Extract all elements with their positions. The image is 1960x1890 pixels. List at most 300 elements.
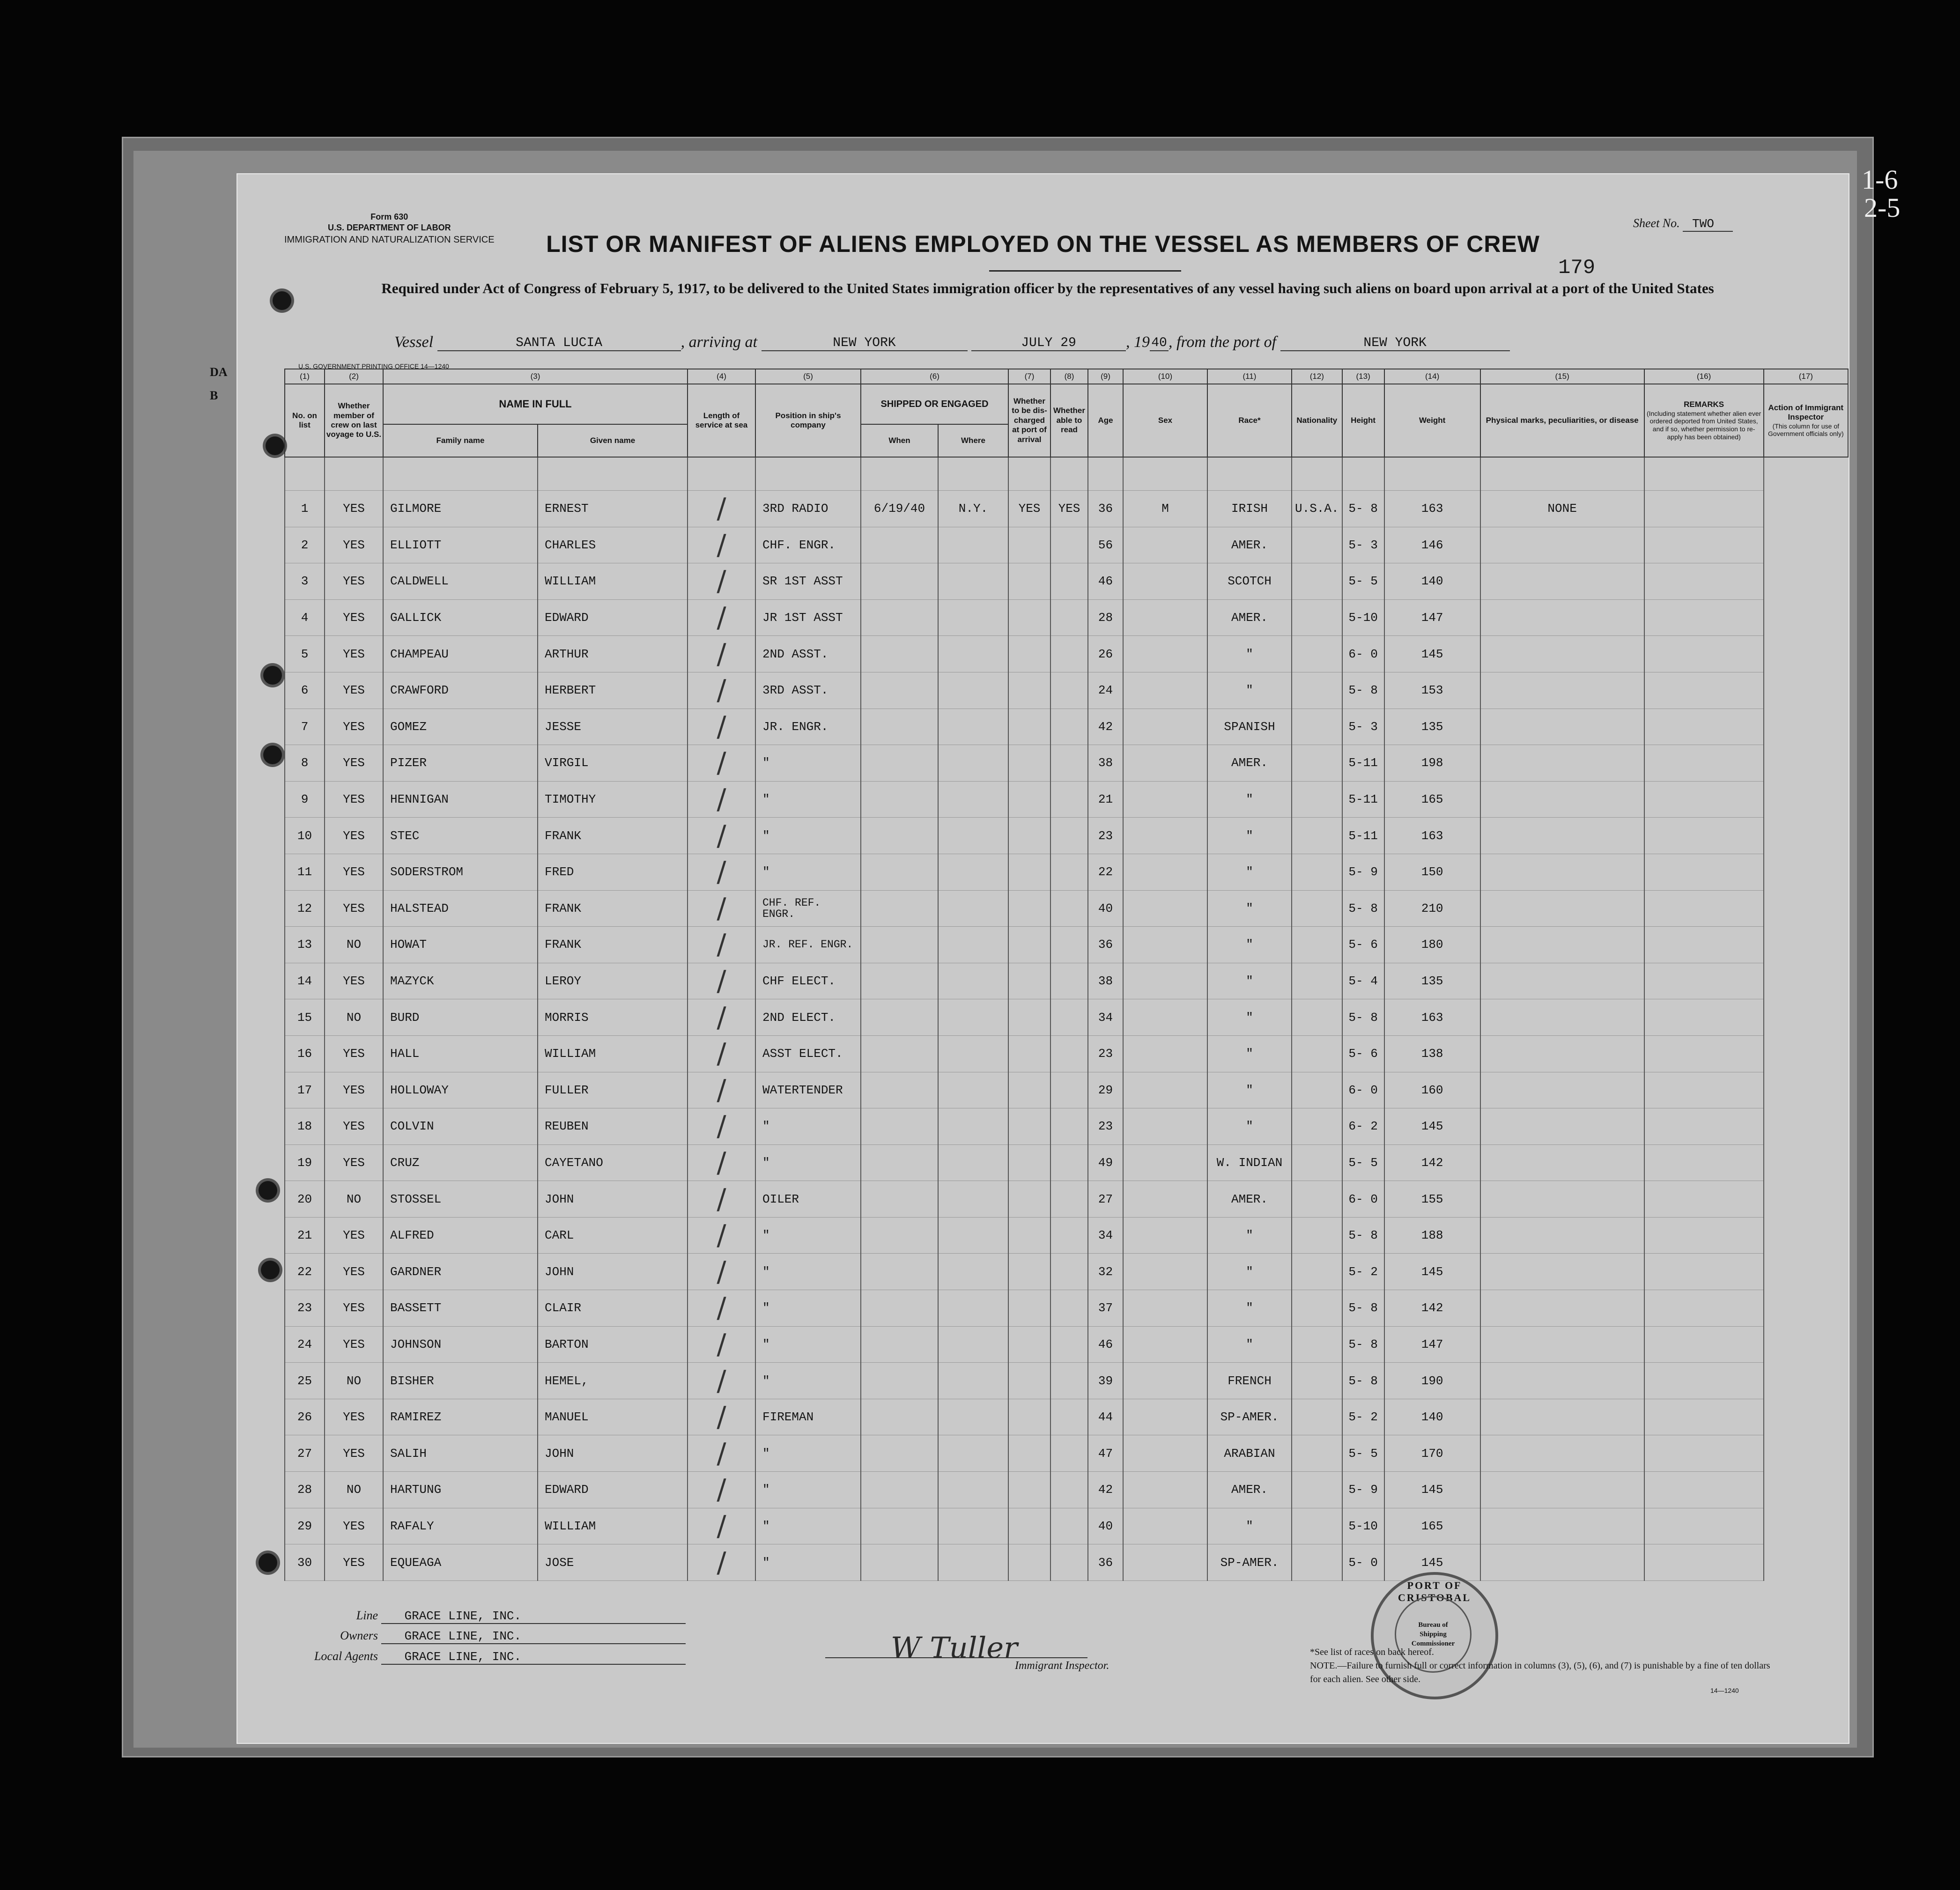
cell-position: WATERTENDER bbox=[755, 1072, 861, 1108]
cell-shipped-where bbox=[938, 527, 1008, 563]
cell-sex bbox=[1123, 1072, 1207, 1108]
cell-given-name: MORRIS bbox=[538, 999, 688, 1036]
cell-weight: 147 bbox=[1384, 1326, 1480, 1363]
footer-line bbox=[294, 1609, 686, 1624]
cell-length-of-service bbox=[688, 563, 755, 600]
cell-shipped-where bbox=[938, 854, 1008, 890]
footer-owners-label: Owners bbox=[340, 1629, 378, 1642]
cell-row-number: 10 bbox=[285, 818, 325, 854]
cell-able-to-read bbox=[1050, 1217, 1088, 1254]
cell-remarks bbox=[1644, 781, 1764, 818]
header-race: Race* bbox=[1207, 384, 1292, 457]
cell-weight: 135 bbox=[1384, 709, 1480, 745]
cell-position: 2ND ELECT. bbox=[755, 999, 861, 1036]
crew-manifest-table bbox=[284, 369, 1849, 1581]
cell-row-number: 27 bbox=[285, 1435, 325, 1472]
cell-shipped-when bbox=[861, 1181, 938, 1218]
cell-nationality bbox=[1292, 672, 1342, 709]
cell-shipped-where bbox=[938, 672, 1008, 709]
cell-given-name: CHARLES bbox=[538, 527, 688, 563]
cell-length-of-service bbox=[688, 1254, 755, 1290]
cell-row-number: 24 bbox=[285, 1326, 325, 1363]
cell-family-name: GILMORE bbox=[383, 491, 538, 527]
cell-sex bbox=[1123, 1035, 1207, 1072]
colnum-7: (7) bbox=[1008, 369, 1050, 384]
cell-length-of-service bbox=[688, 1181, 755, 1218]
form-service: IMMIGRATION AND NATURALIZATION SERVICE bbox=[284, 234, 495, 245]
cell-family-name: HOWAT bbox=[383, 927, 538, 963]
tally-slash-mark: ∕ bbox=[717, 565, 726, 598]
cell-able-to-read bbox=[1050, 672, 1088, 709]
cell-age: 40 bbox=[1088, 1508, 1123, 1544]
cell-nationality bbox=[1292, 1254, 1342, 1290]
cell-discharged bbox=[1008, 1144, 1050, 1181]
cell-family-name: BURD bbox=[383, 999, 538, 1036]
table-row bbox=[285, 636, 1848, 672]
cell-physical-marks bbox=[1480, 1326, 1644, 1363]
cell-nationality: U.S.A. bbox=[1292, 491, 1342, 527]
header-family-name: Family name bbox=[383, 424, 538, 457]
cell-row-number: 7 bbox=[285, 709, 325, 745]
cell-given-name: HEMEL, bbox=[538, 1363, 688, 1399]
cell-row-number: 3 bbox=[285, 563, 325, 600]
cell-given-name: WILLIAM bbox=[538, 1508, 688, 1544]
table-row bbox=[285, 527, 1848, 563]
table-row bbox=[285, 1108, 1848, 1145]
cell-shipped-where bbox=[938, 1363, 1008, 1399]
colnum-12: (12) bbox=[1292, 369, 1342, 384]
cell-given-name: FRANK bbox=[538, 890, 688, 927]
form-code: 14—1240 bbox=[1710, 1687, 1739, 1694]
cell-weight: 140 bbox=[1384, 1399, 1480, 1435]
cell-remarks bbox=[1644, 1217, 1764, 1254]
footer-line-label: Line bbox=[356, 1609, 378, 1622]
cell-length-of-service bbox=[688, 781, 755, 818]
stamp-line-2: Shipping bbox=[1420, 1630, 1447, 1638]
cell-length-of-service bbox=[688, 890, 755, 927]
cell-weight: 198 bbox=[1384, 745, 1480, 782]
header-shipped-engaged: SHIPPED OR ENGAGED bbox=[861, 384, 1008, 424]
table-row bbox=[285, 1072, 1848, 1108]
cell-age: 42 bbox=[1088, 709, 1123, 745]
cell-sex bbox=[1123, 1508, 1207, 1544]
cell-weight: 145 bbox=[1384, 1544, 1480, 1581]
cell-remarks bbox=[1644, 1108, 1764, 1145]
cell-nationality bbox=[1292, 890, 1342, 927]
cell-row-number: 8 bbox=[285, 745, 325, 782]
cell-given-name: JOHN bbox=[538, 1254, 688, 1290]
table-row bbox=[285, 963, 1848, 999]
cell-height: 5- 5 bbox=[1342, 1435, 1384, 1472]
cell-length-of-service bbox=[688, 1435, 755, 1472]
cell-shipped-when bbox=[861, 709, 938, 745]
table-row bbox=[285, 1290, 1848, 1327]
table-row bbox=[285, 890, 1848, 927]
cell-weight: 180 bbox=[1384, 927, 1480, 963]
tally-slash-mark: ∕ bbox=[717, 819, 726, 852]
stamp-line-1: Bureau of bbox=[1418, 1621, 1448, 1629]
table-row bbox=[285, 745, 1848, 782]
cell-family-name: PIZER bbox=[383, 745, 538, 782]
cell-length-of-service bbox=[688, 1072, 755, 1108]
header-position: Position in ship's company bbox=[755, 384, 861, 457]
cell-age: 29 bbox=[1088, 1072, 1123, 1108]
cell-position: " bbox=[755, 745, 861, 782]
cell-age: 36 bbox=[1088, 927, 1123, 963]
cell-race: " bbox=[1207, 1072, 1292, 1108]
cell-given-name: FRANK bbox=[538, 818, 688, 854]
cell-able-to-read bbox=[1050, 709, 1088, 745]
cell-sex bbox=[1123, 599, 1207, 636]
cell-race: AMER. bbox=[1207, 1181, 1292, 1218]
cell-age: 34 bbox=[1088, 999, 1123, 1036]
cell-able-to-read bbox=[1050, 1035, 1088, 1072]
cell-race: " bbox=[1207, 1108, 1292, 1145]
cell-given-name: WILLIAM bbox=[538, 563, 688, 600]
cell-physical-marks bbox=[1480, 999, 1644, 1036]
cell-age: 47 bbox=[1088, 1435, 1123, 1472]
table-row bbox=[285, 1181, 1848, 1218]
cell-weight: 140 bbox=[1384, 563, 1480, 600]
cell-sex bbox=[1123, 1472, 1207, 1508]
tally-slash-mark: ∕ bbox=[717, 1473, 726, 1506]
cell-row-number: 23 bbox=[285, 1290, 325, 1327]
cell-position: CHF. ENGR. bbox=[755, 527, 861, 563]
cell-able-to-read bbox=[1050, 1144, 1088, 1181]
cell-shipped-where bbox=[938, 709, 1008, 745]
cell-crew-last-voyage: YES bbox=[325, 1326, 383, 1363]
cell-family-name: SODERSTROM bbox=[383, 854, 538, 890]
punch-hole bbox=[263, 746, 282, 764]
cell-physical-marks bbox=[1480, 1363, 1644, 1399]
cell-remarks bbox=[1644, 854, 1764, 890]
table-row bbox=[285, 709, 1848, 745]
cell-age: 56 bbox=[1088, 527, 1123, 563]
cell-weight: 146 bbox=[1384, 527, 1480, 563]
cell-shipped-where bbox=[938, 1544, 1008, 1581]
cell-race: SP-AMER. bbox=[1207, 1544, 1292, 1581]
cell-crew-last-voyage: NO bbox=[325, 1181, 383, 1218]
cell-remarks bbox=[1644, 1544, 1764, 1581]
cell-crew-last-voyage: NO bbox=[325, 999, 383, 1036]
cell-crew-last-voyage: YES bbox=[325, 563, 383, 600]
cell-nationality bbox=[1292, 1290, 1342, 1327]
cell-crew-last-voyage: YES bbox=[325, 1290, 383, 1327]
cell-crew-last-voyage: YES bbox=[325, 1217, 383, 1254]
cell-given-name: TIMOTHY bbox=[538, 781, 688, 818]
cell-discharged bbox=[1008, 672, 1050, 709]
cell-weight: 145 bbox=[1384, 1472, 1480, 1508]
cell-sex bbox=[1123, 636, 1207, 672]
cell-shipped-where bbox=[938, 1254, 1008, 1290]
cell-able-to-read bbox=[1050, 890, 1088, 927]
cell-row-number: 9 bbox=[285, 781, 325, 818]
cell-crew-last-voyage: YES bbox=[325, 1144, 383, 1181]
cell-nationality bbox=[1292, 1544, 1342, 1581]
cell-sex bbox=[1123, 781, 1207, 818]
colnum-1: (1) bbox=[285, 369, 325, 384]
cell-remarks bbox=[1644, 1326, 1764, 1363]
cell-physical-marks bbox=[1480, 1435, 1644, 1472]
manifest-body bbox=[285, 457, 1848, 1580]
cell-position: " bbox=[755, 1472, 861, 1508]
cell-height: 5- 8 bbox=[1342, 890, 1384, 927]
cell-nationality bbox=[1292, 854, 1342, 890]
cell-length-of-service bbox=[688, 672, 755, 709]
cell-given-name: BARTON bbox=[538, 1326, 688, 1363]
cell-race: AMER. bbox=[1207, 599, 1292, 636]
cell-family-name: STEC bbox=[383, 818, 538, 854]
header-age: Age bbox=[1088, 384, 1123, 457]
cell-height: 5-10 bbox=[1342, 599, 1384, 636]
cell-age: 46 bbox=[1088, 1326, 1123, 1363]
cell-sex bbox=[1123, 1363, 1207, 1399]
cell-physical-marks bbox=[1480, 963, 1644, 999]
cell-height: 6- 0 bbox=[1342, 636, 1384, 672]
from-port-label: , from the port of bbox=[1169, 333, 1277, 351]
cell-able-to-read bbox=[1050, 636, 1088, 672]
cell-position: 3RD RADIO bbox=[755, 491, 861, 527]
cell-discharged: YES bbox=[1008, 491, 1050, 527]
cell-age: 27 bbox=[1088, 1181, 1123, 1218]
table-row bbox=[285, 1399, 1848, 1435]
cell-given-name: CAYETANO bbox=[538, 1144, 688, 1181]
cell-shipped-when bbox=[861, 1326, 938, 1363]
cell-shipped-when bbox=[861, 599, 938, 636]
cell-row-number: 11 bbox=[285, 854, 325, 890]
arriving-port: NEW YORK bbox=[762, 336, 968, 351]
cell-race: AMER. bbox=[1207, 745, 1292, 782]
cell-row-number: 4 bbox=[285, 599, 325, 636]
header-no-on-list: No. on list bbox=[285, 384, 325, 457]
cell-sex bbox=[1123, 1217, 1207, 1254]
cell-shipped-when bbox=[861, 781, 938, 818]
cell-discharged bbox=[1008, 527, 1050, 563]
cell-family-name: RAMIREZ bbox=[383, 1399, 538, 1435]
cell-family-name: JOHNSON bbox=[383, 1326, 538, 1363]
cell-weight: 135 bbox=[1384, 963, 1480, 999]
cell-shipped-where bbox=[938, 1326, 1008, 1363]
cell-remarks bbox=[1644, 1290, 1764, 1327]
cell-able-to-read bbox=[1050, 854, 1088, 890]
cell-family-name: STOSSEL bbox=[383, 1181, 538, 1218]
cell-sex bbox=[1123, 672, 1207, 709]
cell-family-name: BASSETT bbox=[383, 1290, 538, 1327]
column-number-row bbox=[285, 369, 1848, 384]
cell-sex bbox=[1123, 1108, 1207, 1145]
cell-nationality bbox=[1292, 1108, 1342, 1145]
cell-weight: 163 bbox=[1384, 999, 1480, 1036]
cell-length-of-service bbox=[688, 1144, 755, 1181]
cell-remarks bbox=[1644, 745, 1764, 782]
footer-agents-label: Local Agents bbox=[314, 1649, 378, 1663]
cell-sex bbox=[1123, 1181, 1207, 1218]
cell-position: JR. ENGR. bbox=[755, 709, 861, 745]
cell-remarks bbox=[1644, 672, 1764, 709]
footer-line-value: GRACE LINE, INC. bbox=[381, 1609, 686, 1624]
table-row bbox=[285, 1326, 1848, 1363]
cell-nationality bbox=[1292, 963, 1342, 999]
cell-weight: 142 bbox=[1384, 1290, 1480, 1327]
cell-crew-last-voyage: NO bbox=[325, 927, 383, 963]
cell-shipped-where bbox=[938, 818, 1008, 854]
cell-race: " bbox=[1207, 1508, 1292, 1544]
footer-agents-value: GRACE LINE, INC. bbox=[381, 1650, 686, 1665]
cell-given-name: MANUEL bbox=[538, 1399, 688, 1435]
cell-physical-marks bbox=[1480, 1144, 1644, 1181]
tally-slash-mark: ∕ bbox=[717, 1073, 726, 1107]
cell-crew-last-voyage: YES bbox=[325, 890, 383, 927]
cell-sex bbox=[1123, 999, 1207, 1036]
cell-weight: 150 bbox=[1384, 854, 1480, 890]
cell-remarks bbox=[1644, 527, 1764, 563]
cell-age: 22 bbox=[1088, 854, 1123, 890]
cell-shipped-where bbox=[938, 1399, 1008, 1435]
colnum-9: (9) bbox=[1088, 369, 1123, 384]
header-nationality: Nationality bbox=[1292, 384, 1342, 457]
cell-family-name: COLVIN bbox=[383, 1108, 538, 1145]
corner-note-top: 1-6 bbox=[1862, 164, 1898, 195]
cell-discharged bbox=[1008, 599, 1050, 636]
cell-shipped-where bbox=[938, 599, 1008, 636]
tally-slash-mark: ∕ bbox=[717, 1401, 726, 1434]
cell-row-number: 25 bbox=[285, 1363, 325, 1399]
header-when: When bbox=[861, 424, 938, 457]
header-row-1 bbox=[285, 384, 1848, 424]
cell-position: 2ND ASST. bbox=[755, 636, 861, 672]
cell-weight: 170 bbox=[1384, 1435, 1480, 1472]
colnum-16: (16) bbox=[1644, 369, 1764, 384]
cell-shipped-when bbox=[861, 1435, 938, 1472]
cell-position: OILER bbox=[755, 1181, 861, 1218]
cell-able-to-read bbox=[1050, 1326, 1088, 1363]
cell-weight: 210 bbox=[1384, 890, 1480, 927]
cell-shipped-where bbox=[938, 636, 1008, 672]
cell-height: 5- 9 bbox=[1342, 1472, 1384, 1508]
cell-discharged bbox=[1008, 636, 1050, 672]
cell-family-name: RAFALY bbox=[383, 1508, 538, 1544]
cell-shipped-when bbox=[861, 1508, 938, 1544]
header-discharged: Whether to be dis-charged at port of arrival bbox=[1008, 384, 1050, 457]
cell-able-to-read bbox=[1050, 1472, 1088, 1508]
tally-slash-mark: ∕ bbox=[717, 856, 726, 889]
cell-race: " bbox=[1207, 854, 1292, 890]
cell-remarks bbox=[1644, 1399, 1764, 1435]
cell-length-of-service bbox=[688, 1217, 755, 1254]
cell-remarks bbox=[1644, 1254, 1764, 1290]
cell-given-name: FULLER bbox=[538, 1072, 688, 1108]
cell-length-of-service bbox=[688, 1399, 755, 1435]
cell-family-name: GOMEZ bbox=[383, 709, 538, 745]
cell-height: 5- 5 bbox=[1342, 1144, 1384, 1181]
cell-physical-marks bbox=[1480, 927, 1644, 963]
tally-slash-mark: ∕ bbox=[717, 1110, 726, 1143]
cell-crew-last-voyage: YES bbox=[325, 781, 383, 818]
departure-port: NEW YORK bbox=[1280, 336, 1510, 351]
cell-shipped-when bbox=[861, 1217, 938, 1254]
header-able-to-read: Whether able to read bbox=[1050, 384, 1088, 457]
cell-row-number: 22 bbox=[285, 1254, 325, 1290]
form-department: U.S. DEPARTMENT OF LABOR bbox=[327, 223, 451, 233]
cell-position: " bbox=[755, 818, 861, 854]
cell-shipped-when bbox=[861, 854, 938, 890]
cell-discharged bbox=[1008, 709, 1050, 745]
cell-sex bbox=[1123, 818, 1207, 854]
cell-sex bbox=[1123, 890, 1207, 927]
cell-race: ARABIAN bbox=[1207, 1435, 1292, 1472]
cell-discharged bbox=[1008, 745, 1050, 782]
cell-given-name: FRED bbox=[538, 854, 688, 890]
cell-age: 36 bbox=[1088, 1544, 1123, 1581]
cell-weight: 138 bbox=[1384, 1035, 1480, 1072]
cell-nationality bbox=[1292, 1326, 1342, 1363]
cell-family-name: SALIH bbox=[383, 1435, 538, 1472]
tally-slash-mark: ∕ bbox=[717, 1437, 726, 1470]
tally-slash-mark: ∕ bbox=[717, 1328, 726, 1361]
cell-crew-last-voyage: YES bbox=[325, 1254, 383, 1290]
header-given-name: Given name bbox=[538, 424, 688, 457]
cell-remarks bbox=[1644, 1035, 1764, 1072]
cell-height: 6- 2 bbox=[1342, 1108, 1384, 1145]
cell-able-to-read bbox=[1050, 818, 1088, 854]
cell-crew-last-voyage: YES bbox=[325, 672, 383, 709]
cell-length-of-service bbox=[688, 527, 755, 563]
cell-physical-marks bbox=[1480, 1399, 1644, 1435]
cell-able-to-read bbox=[1050, 599, 1088, 636]
cell-crew-last-voyage: YES bbox=[325, 1435, 383, 1472]
punch-hole bbox=[266, 436, 284, 455]
tally-slash-mark: ∕ bbox=[717, 1509, 726, 1543]
cell-remarks bbox=[1644, 963, 1764, 999]
cell-nationality bbox=[1292, 599, 1342, 636]
tally-slash-mark: ∕ bbox=[717, 1146, 726, 1179]
cell-sex bbox=[1123, 1254, 1207, 1290]
cell-position: SR 1ST ASST bbox=[755, 563, 861, 600]
table-row bbox=[285, 491, 1848, 527]
table-row bbox=[285, 1035, 1848, 1072]
form-number: Form 630 bbox=[370, 212, 408, 221]
colnum-6: (6) bbox=[861, 369, 1008, 384]
cell-height: 5- 4 bbox=[1342, 963, 1384, 999]
cell-remarks bbox=[1644, 890, 1764, 927]
cell-sex bbox=[1123, 563, 1207, 600]
cell-discharged bbox=[1008, 1326, 1050, 1363]
cell-able-to-read: YES bbox=[1050, 491, 1088, 527]
cell-given-name: VIRGIL bbox=[538, 745, 688, 782]
header-physical: Physical marks, peculiarities, or disease bbox=[1480, 384, 1644, 457]
arriving-label: , arriving at bbox=[680, 333, 757, 351]
cell-physical-marks bbox=[1480, 527, 1644, 563]
cell-nationality bbox=[1292, 999, 1342, 1036]
cell-given-name: JOHN bbox=[538, 1181, 688, 1218]
cell-physical-marks bbox=[1480, 1035, 1644, 1072]
cell-age: 49 bbox=[1088, 1144, 1123, 1181]
cell-race: " bbox=[1207, 781, 1292, 818]
colnum-17: (17) bbox=[1764, 369, 1848, 384]
cell-position: CHF ELECT. bbox=[755, 963, 861, 999]
cell-age: 40 bbox=[1088, 890, 1123, 927]
cell-discharged bbox=[1008, 1254, 1050, 1290]
header-action-title: Action of Immigrant Inspector bbox=[1768, 403, 1844, 422]
cell-physical-marks bbox=[1480, 709, 1644, 745]
cell-sex bbox=[1123, 527, 1207, 563]
corner-note-bottom: 2-5 bbox=[1864, 192, 1901, 223]
cell-remarks bbox=[1644, 709, 1764, 745]
year-prefix: , 19 bbox=[1126, 333, 1150, 351]
tally-slash-mark: ∕ bbox=[717, 1255, 726, 1288]
header-remarks-title: REMARKS bbox=[1684, 400, 1724, 409]
table-row bbox=[285, 927, 1848, 963]
